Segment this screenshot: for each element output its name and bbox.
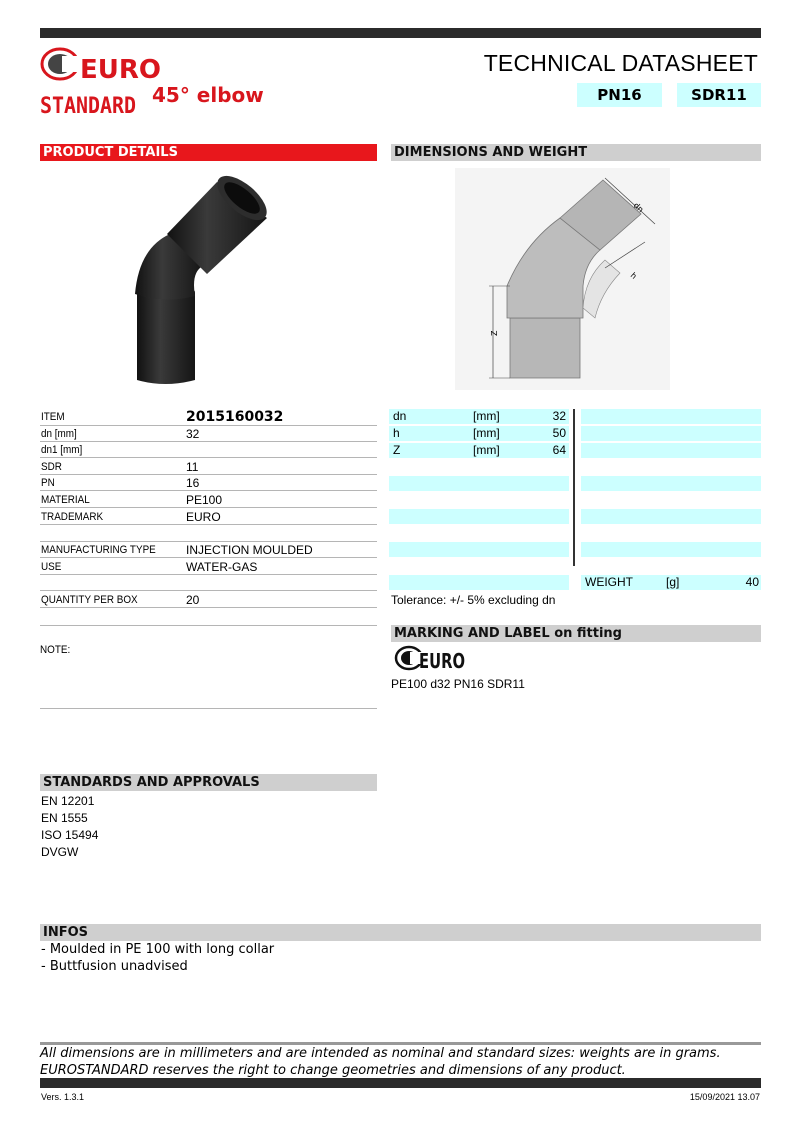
svg-text:STANDARD: STANDARD [40,94,136,119]
product-image [125,168,280,388]
table-row [581,443,761,458]
svg-text:Z: Z [490,330,499,336]
table-row: dn [mm] 32 [40,426,377,442]
svg-text:EURO: EURO [80,55,161,85]
table-row [40,575,377,591]
table-row [389,509,569,524]
svg-text:dn: dn [631,200,646,215]
table-row: USE WATER-GAS [40,559,377,575]
infos-list [41,941,274,975]
product-details-header: PRODUCT DETAILS [40,144,377,161]
list-item: - Buttfusion unadvised [41,959,188,974]
standards-list [41,793,98,861]
footer-disclaimer-1: All dimensions are in millimeters and are intended as nominal and standard sizes: weights are in grams. [40,1046,721,1061]
list-item: - Moulded in PE 100 with long collar [41,942,275,957]
table-row: Z [mm] 64 [389,443,569,458]
table-row [581,426,761,441]
technical-drawing [455,168,670,390]
euro-marking-logo [394,644,466,672]
table-row [389,476,569,491]
list-item: DVGW [41,845,79,859]
svg-text:EURO: EURO [419,649,465,673]
table-row: h [mm] 50 [389,426,569,441]
column-divider [573,409,575,566]
table-row: PN 16 [40,475,377,491]
table-row [40,526,377,542]
tolerance-note: Tolerance: +/- 5% excluding dn [391,593,556,607]
table-row [389,542,569,557]
top-bar [40,28,761,38]
footer-disclaimer-2: EUROSTANDARD reserves the right to change geometries and dimensions of any product. [40,1063,626,1078]
table-row: dn1 [mm] [40,442,377,458]
table-row [581,509,761,524]
marking-text: PE100 d32 PN16 SDR11 [391,677,525,691]
list-item: EN 12201 [41,794,95,808]
page-title: TECHNICAL DATASHEET [483,50,758,76]
bottom-bar [40,1078,761,1088]
list-item: EN 1555 [41,811,88,825]
item-code: 2015160032 [186,409,284,425]
table-row: ITEM 2015160032 [40,409,377,426]
table-row [581,476,761,491]
marking-header: MARKING AND LABEL on fitting [391,625,761,642]
footer-divider [40,1042,761,1045]
svg-text:h: h [628,270,639,281]
table-row: TRADEMARK EURO [40,509,377,525]
table-row: MANUFACTURING TYPE INJECTION MOULDED [40,542,377,558]
weight-row: WEIGHT [g] 40 [581,575,761,590]
eurostandard-logo [40,45,161,119]
version-label: Vers. 1.3.1 [41,1092,85,1102]
table-row: QUANTITY PER BOX 20 [40,592,377,608]
note-divider [40,708,377,709]
infos-header: INFOS [40,924,761,941]
table-row: dn [mm] 32 [389,409,569,424]
table-row [581,409,761,424]
dimensions-weight-header: DIMENSIONS AND WEIGHT [391,144,761,161]
table-row [581,542,761,557]
pn-badge: PN16 [577,83,662,107]
table-row [40,609,377,626]
sdr-badge: SDR11 [677,83,761,107]
note-label: NOTE: [40,644,71,656]
list-item: ISO 15494 [41,828,99,842]
date-label: 15/09/2021 13.07 [689,1092,760,1102]
product-subtitle: 45° elbow [152,83,264,107]
table-row [389,575,569,590]
table-row: SDR 11 [40,459,377,475]
standards-header: STANDARDS AND APPROVALS [40,774,377,791]
table-row: MATERIAL PE100 [40,492,377,508]
